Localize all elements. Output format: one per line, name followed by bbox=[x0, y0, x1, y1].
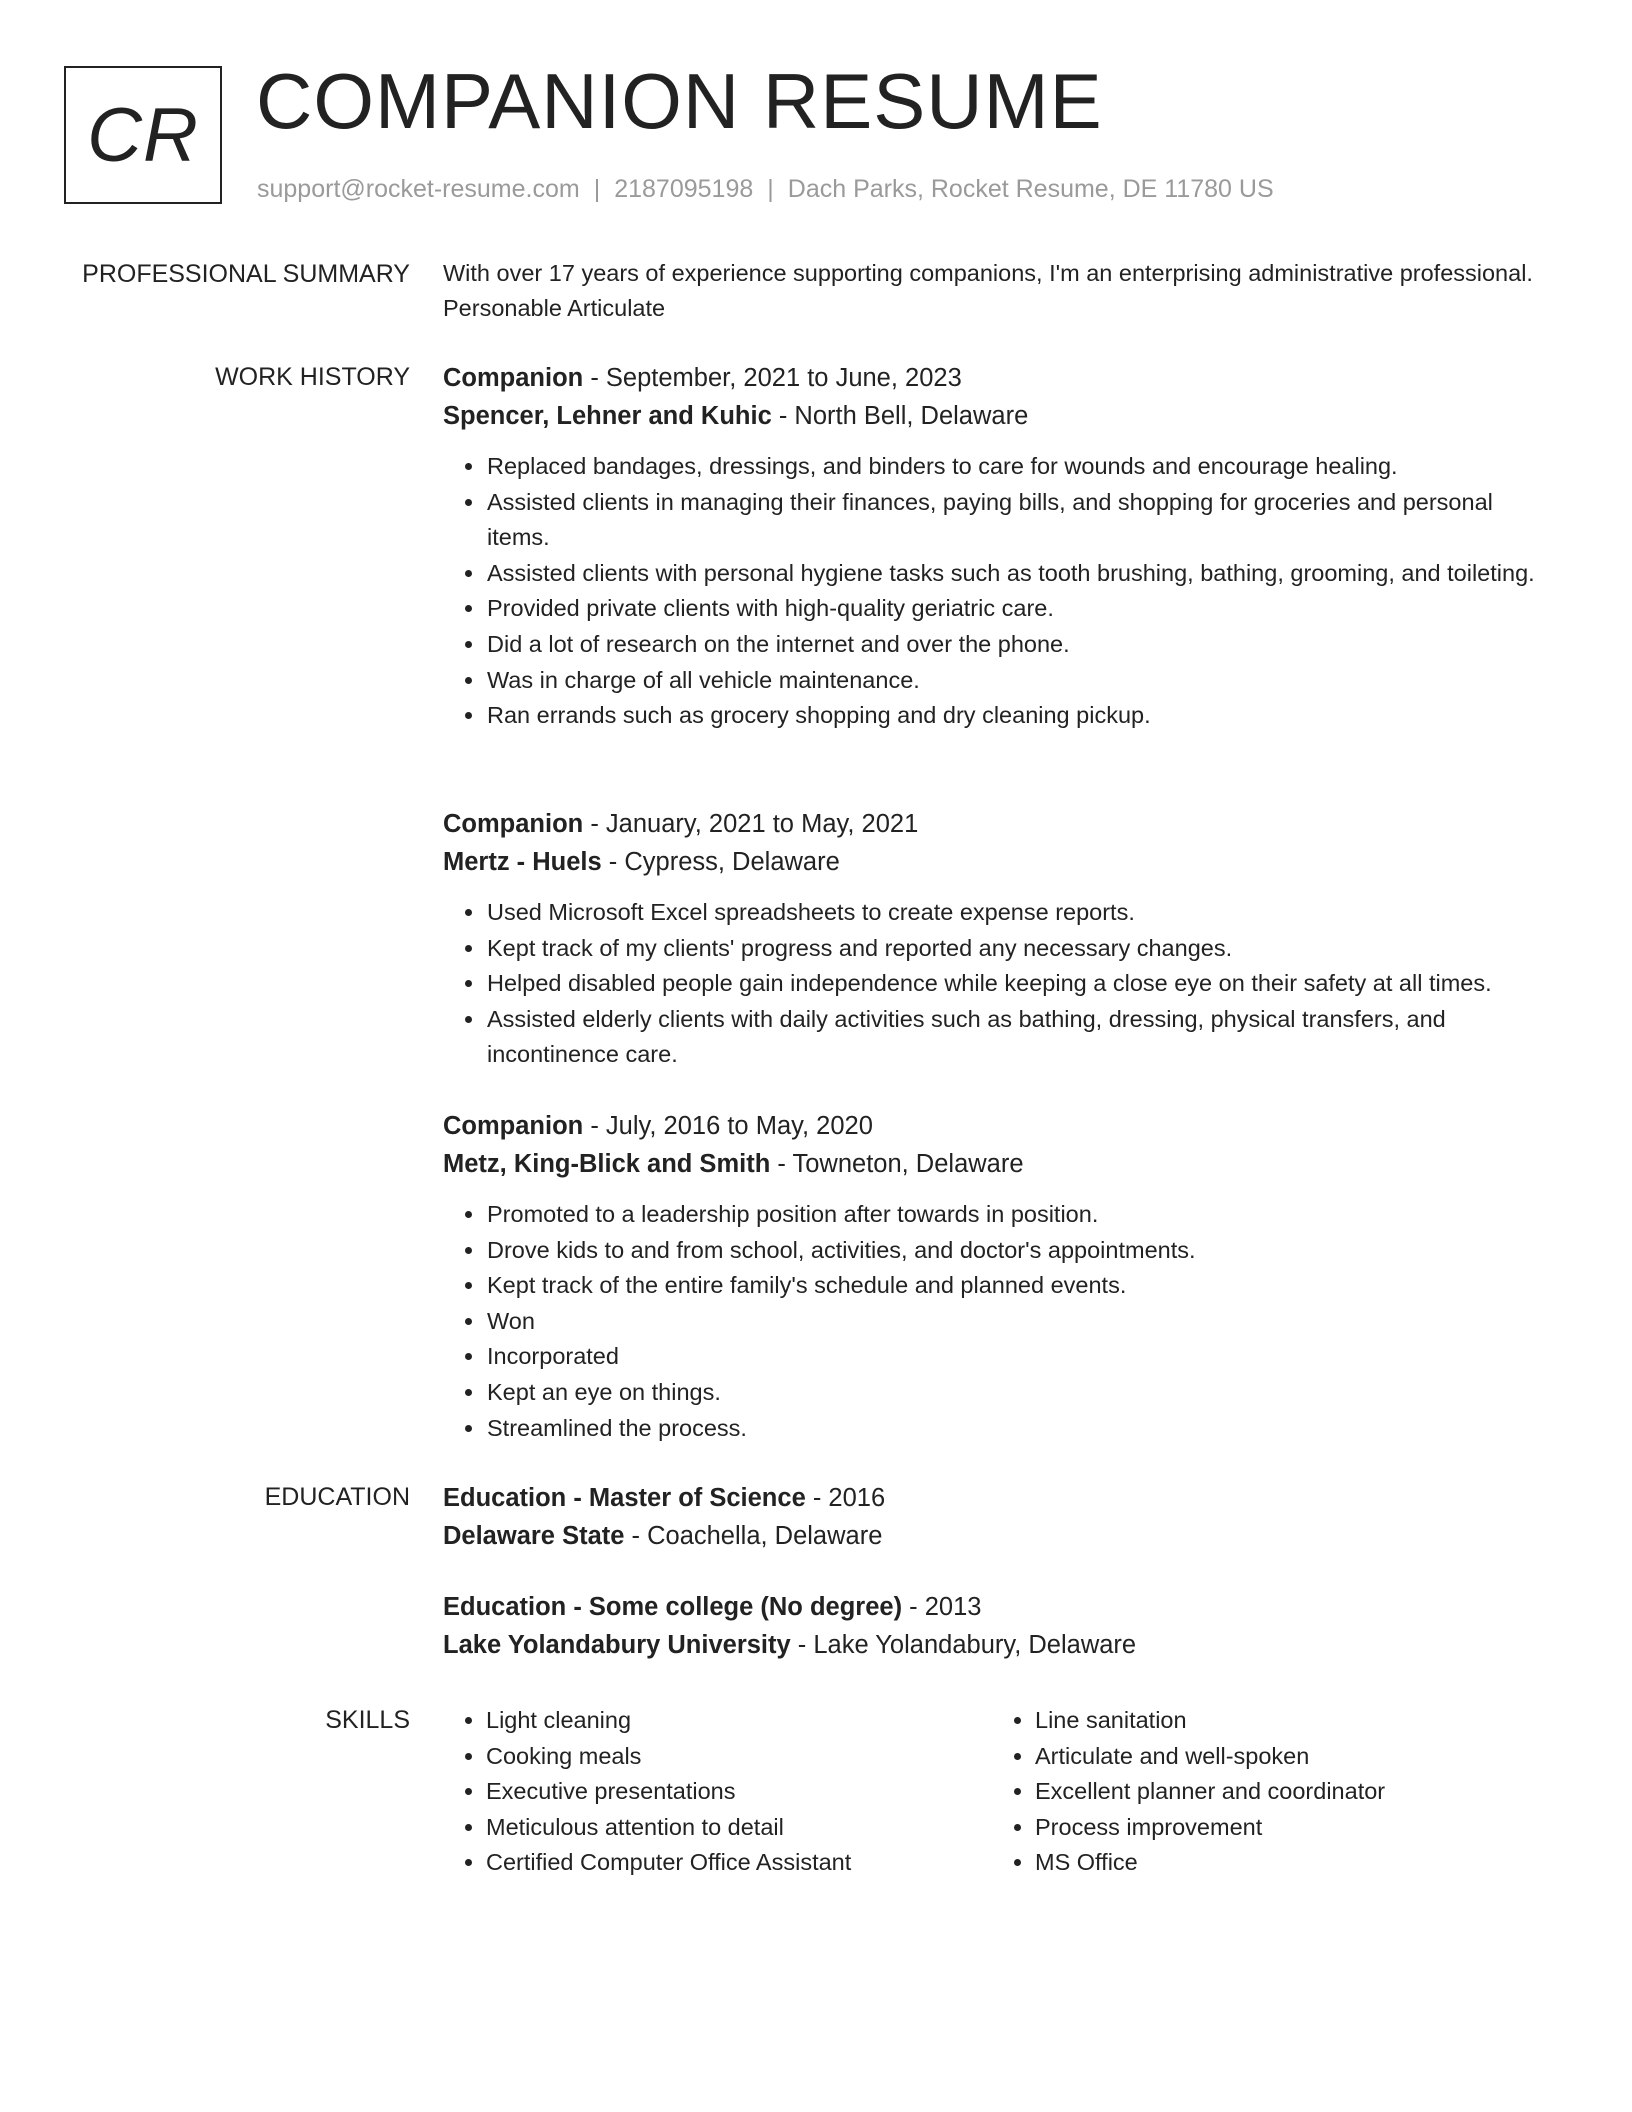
education-entry bbox=[443, 1588, 1136, 1664]
job-entry bbox=[443, 359, 1553, 734]
job-bullets bbox=[443, 449, 1553, 734]
job-bullet: • Assisted clients with personal hygiene tasks such as tooth brushing, bathing, grooming, and toileting. bbox=[486, 556, 1553, 592]
monogram-text: CR bbox=[87, 92, 199, 178]
skill-item: • Excellent planner and coordinator bbox=[1035, 1774, 1447, 1810]
job-entry bbox=[443, 805, 1553, 1073]
job-company-line bbox=[443, 843, 1553, 881]
work-history-body bbox=[443, 359, 1553, 1441]
job-bullet: • Ran errands such as grocery shopping and dry cleaning pickup. bbox=[486, 698, 1553, 734]
job-bullet: • Kept track of my clients' progress and reported any necessary changes. bbox=[486, 931, 1553, 967]
job-bullet: • Used Microsoft Excel spreadsheets to create expense reports. bbox=[486, 895, 1553, 931]
job-location: - Towneton, Delaware bbox=[770, 1150, 1024, 1178]
skill-item: • Cooking meals bbox=[486, 1739, 945, 1775]
education-degree: Education - Some college (No degree) bbox=[443, 1593, 903, 1621]
education-entry bbox=[443, 1479, 1553, 1555]
job-bullet: • Won bbox=[486, 1304, 1553, 1340]
job-bullet: • Drove kids to and from school, activities, and doctor's appointments. bbox=[486, 1233, 1553, 1269]
education-body bbox=[443, 1479, 1553, 1659]
job-dates: - September, 2021 to June, 2023 bbox=[583, 364, 962, 392]
job-title-line bbox=[443, 805, 1553, 843]
skill-item: • Articulate and well-spoken bbox=[1035, 1739, 1447, 1775]
education-year: - 2013 bbox=[902, 1593, 982, 1621]
job-entry bbox=[443, 1107, 1553, 1446]
skill-item: • Executive presentations bbox=[486, 1774, 945, 1810]
summary-text: With over 17 years of experience supporting companions, I'm an enterprising administrative professional. Personable Articulate bbox=[443, 260, 1533, 321]
job-bullet: • Promoted to a leadership position after towards in position. bbox=[486, 1197, 1553, 1233]
job-title: Companion bbox=[443, 364, 584, 392]
contact-separator: | bbox=[767, 175, 774, 203]
job-dates: - January, 2021 to May, 2021 bbox=[583, 810, 919, 838]
skills-body bbox=[443, 1703, 1553, 1881]
skill-item: • Meticulous attention to detail bbox=[486, 1810, 945, 1846]
skills-list-right bbox=[945, 1703, 1447, 1881]
job-bullet: • Assisted clients in managing their finances, paying bills, and shopping for groceries and personal items. bbox=[486, 485, 1553, 556]
work-history-heading: WORK HISTORY bbox=[215, 363, 410, 391]
skills-grid bbox=[443, 1703, 1553, 1881]
job-title-line bbox=[443, 359, 1553, 397]
education-year: - 2016 bbox=[805, 1484, 886, 1512]
contact-separator: | bbox=[593, 175, 601, 203]
job-location: - Cypress, Delaware bbox=[601, 848, 840, 876]
job-bullets bbox=[443, 895, 1553, 1073]
job-title: Companion bbox=[443, 810, 584, 838]
job-company: Spencer, Lehner and Kuhic bbox=[443, 402, 772, 430]
job-bullet: • Streamlined the process. bbox=[486, 1411, 1553, 1447]
job-bullet: • Incorporated bbox=[486, 1339, 1553, 1375]
job-bullet: • Kept track of the entire family's schedule and planned events. bbox=[486, 1268, 1553, 1304]
job-bullet: • Was in charge of all vehicle maintenance. bbox=[486, 663, 1553, 699]
skill-item: • Process improvement bbox=[1035, 1810, 1447, 1846]
job-bullet: • Did a lot of research on the internet and over the phone. bbox=[486, 627, 1553, 663]
contact-phone[interactable]: 2187095198 bbox=[614, 175, 754, 203]
contact-address: Dach Parks, Rocket Resume, DE 11780 US bbox=[787, 175, 1274, 203]
education-degree: Education - Master of Science bbox=[443, 1484, 806, 1512]
job-company-line bbox=[443, 1145, 1553, 1183]
job-bullet: • Helped disabled people gain independence while keeping a close eye on their safety at all times. bbox=[486, 966, 1553, 1002]
summary-heading: PROFESSIONAL SUMMARY bbox=[82, 260, 410, 288]
job-company: Mertz - Huels bbox=[443, 848, 602, 876]
education-degree-line bbox=[443, 1479, 1553, 1517]
job-dates: - July, 2016 to May, 2020 bbox=[583, 1112, 873, 1140]
job-company-line bbox=[443, 397, 1553, 435]
job-company: Metz, King-Blick and Smith bbox=[443, 1150, 771, 1178]
job-bullet: • Kept an eye on things. bbox=[486, 1375, 1553, 1411]
education-degree-line bbox=[443, 1588, 1136, 1626]
education-school-line bbox=[443, 1517, 1553, 1555]
education-school: Lake Yolandabury University bbox=[443, 1631, 791, 1659]
skill-item: • Certified Computer Office Assistant bbox=[486, 1845, 945, 1881]
resume-name: COMPANION RESUME bbox=[256, 57, 1103, 145]
skills-heading: SKILLS bbox=[325, 1706, 410, 1734]
education-location: - Coachella, Delaware bbox=[624, 1522, 883, 1550]
job-title: Companion bbox=[443, 1112, 584, 1140]
education-location: - Lake Yolandabury, Delaware bbox=[790, 1631, 1137, 1659]
education-school: Delaware State bbox=[443, 1522, 625, 1550]
skills-list-left bbox=[443, 1703, 945, 1881]
skill-item: • Light cleaning bbox=[486, 1703, 945, 1739]
job-bullet: • Provided private clients with high-quality geriatric care. bbox=[486, 591, 1553, 627]
job-bullet: • Assisted elderly clients with daily activities such as bathing, dressing, physical transfers, and incontinence care. bbox=[486, 1002, 1553, 1073]
job-bullets bbox=[443, 1197, 1553, 1446]
job-title-line bbox=[443, 1107, 1553, 1145]
contact-email[interactable]: support@rocket-resume.com bbox=[257, 175, 580, 203]
skill-item: • Line sanitation bbox=[1035, 1703, 1447, 1739]
job-location: - North Bell, Delaware bbox=[771, 402, 1029, 430]
skill-item: • MS Office bbox=[1035, 1845, 1447, 1881]
education-heading: EDUCATION bbox=[264, 1483, 410, 1511]
monogram-logo bbox=[64, 66, 222, 204]
job-bullet: • Replaced bandages, dressings, and binders to care for wounds and encourage healing. bbox=[486, 449, 1553, 485]
education-school-line bbox=[443, 1626, 1136, 1664]
contact-line bbox=[257, 174, 1274, 204]
summary-body bbox=[443, 256, 1553, 326]
